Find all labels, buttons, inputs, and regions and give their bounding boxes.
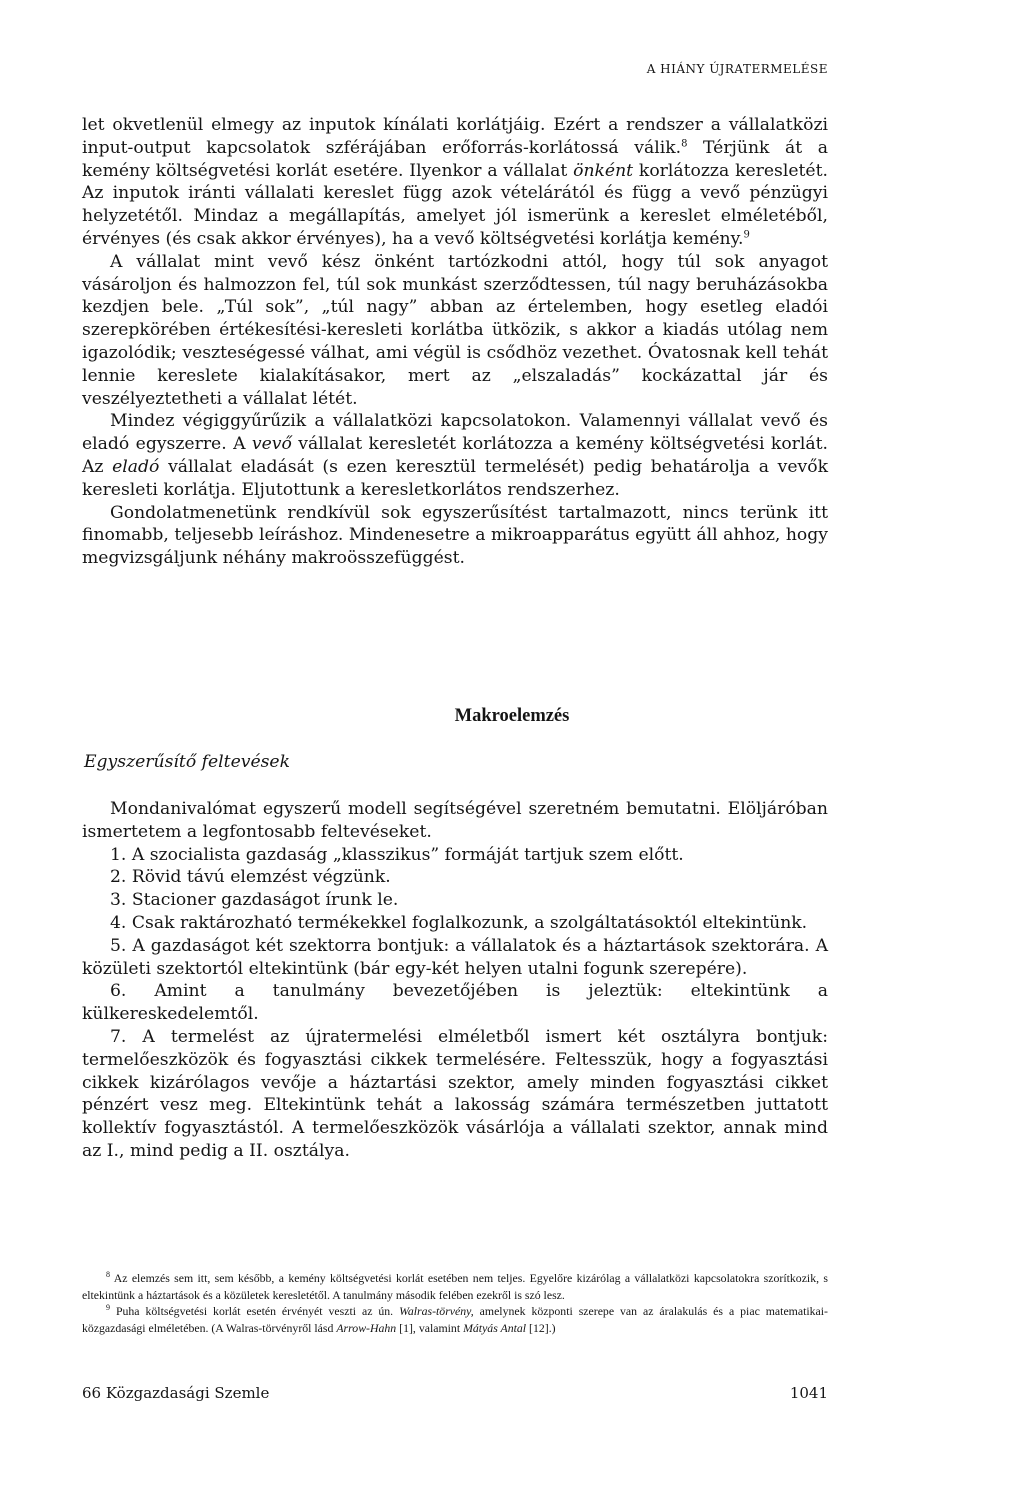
paragraph-1-part-c: korlátozza keresletét. Az inputok iránti vállalati kereslet függ azok vételárától és függ a vevő pénzügyi helyzetétől. Mindaz a megállapítás, amelyet jól ismerünk a kereslet elméletéből, érvényes (és csak akkor érvényes), ha a vevő költségvetési korlátja kemény. <box>82 160 828 249</box>
footnotes <box>82 1270 828 1336</box>
footnote-9-mark: 9 <box>106 1303 110 1313</box>
footnote-9-part-d: [12].) <box>526 1320 556 1335</box>
paragraph-1-part-b: Térjünk át a kemény költségvetési korlát esetére. Ilyenkor a vállalat <box>82 137 828 181</box>
paragraph-3 <box>82 410 828 501</box>
assumption-item: 2. Rövid távú elemzést végzünk. <box>110 867 391 888</box>
footnote-ref-9: 9 <box>743 229 750 241</box>
assumption-item: 4. Csak raktározható termékekkel foglalkozunk, a szolgáltatásoktól eltekintünk. <box>110 912 808 933</box>
footnote-8-mark: 8 <box>106 1270 110 1280</box>
footer-page-number: 1041 <box>789 1384 828 1402</box>
footnote-8 <box>82 1270 828 1303</box>
paragraph-3-emphasis-vevo: vevő <box>251 434 292 455</box>
assumption-item: 6. Amint a tanulmány bevezetőjében is jeleztük: eltekintünk a külkereskedelemtől. <box>82 981 828 1025</box>
footnote-9-part-a: Puha költségvetési korlát esetén érvényét veszti az ún. <box>110 1304 400 1318</box>
footnote-9-part-b: amelynek központi szerepe van az áralakulás és a piac matematikai-közgazdasági elméletében. (A Walras-törvényről lásd <box>82 1304 828 1335</box>
assumptions-text <box>82 798 828 1163</box>
footnote-9-emphasis-arrow-hahn: Arrow-Hahn <box>336 1320 397 1335</box>
footnote-9-part-c: [1], valamint <box>396 1320 464 1335</box>
footnote-9 <box>82 1303 828 1336</box>
body-text <box>82 114 828 570</box>
assumption-item: 3. Stacioner gazdaságot írunk le. <box>110 890 399 911</box>
paragraph-3-part-a: Mindez végiggyűrűzik a vállalatközi kapcsolatokon. Valamennyi vállalat vevő és eladó egyszerre. A <box>82 411 828 455</box>
paragraph-3-part-b: vállalat keresletét korlátozza a kemény költségvetési korlát. Az <box>82 434 828 477</box>
paragraph-1 <box>82 114 828 251</box>
footnote-9-emphasis-matyas: Mátyás Antal <box>463 1320 527 1335</box>
paragraph-3-part-c: vállalat eladását (s ezen keresztül termelését) pedig behatárolja a vevők keresleti korlátja. Eljutottunk a keresletkorlátos rendszerhez. <box>82 456 828 500</box>
footer-journal: 66 Közgazdasági Szemle <box>82 1384 270 1402</box>
page-footer <box>82 1384 828 1406</box>
paragraph-1-emphasis: önként <box>573 160 634 181</box>
paragraph-4: Gondolatmenetünk rendkívül sok egyszerűsítést tartalmazott, nincs terünk itt finomabb, teljesebb leíráshoz. Mindenesetre a mikroapparátus együtt áll ahhoz, hogy megvizsgáljunk néhány makroösszefüggést. <box>82 502 828 569</box>
subsection-title: Egyszerűsítő feltevések <box>84 752 291 772</box>
running-head: A HIÁNY ÚJRATERMELÉSE <box>646 62 828 76</box>
paragraph-3-emphasis-elado: eladó <box>112 456 160 477</box>
assumption-item: 7. A termelést az újratermelési elméletből ismert két osztályra bontjuk: termelőeszközök és fogyasztási cikkek termelésére. Feltesszük, hogy a fogyasztási cikkek kizárólagos vevője a háztartási szektor, amely minden fogyasztási cikket pénzért vesz meg. Eltekintünk tehát a lakosság számára természetben juttatott kollektív fogyasztástól. A termelőeszközök vásárlója a vállalati szektor, annak mind az I., mind pedig a II. osztálya. <box>82 1026 828 1161</box>
intro-paragraph: Mondanivalómat egyszerű modell segítségével szeretném bemutatni. Elöljáróban ismertetem a legfontosabb feltevéseket. <box>82 799 828 842</box>
paragraph-1-part-a: let okvetlenül elmegy az inputok kínálati korlátjáig. Ezért a rendszer a vállalatközi input-output kapcsolatok szférájában erőforrás-korlátossá válik. <box>82 115 828 158</box>
assumption-item: 5. A gazdaságot két szektorra bontjuk: a vállalatok és a háztartások szektorára. A közületi szektortól eltekintünk (bár egy-két helyen utalni fogunk szerepére). <box>82 935 828 979</box>
footnote-9-emphasis-walras: Walras-törvény, <box>399 1304 474 1318</box>
paragraph-2: A vállalat mint vevő kész önként tartózkodni attól, hogy túl sok anyagot vásároljon és halmozzon fel, túl sok munkást szerződtessen, túl nagy beruházásokba kezdjen bele. „Túl sok”, „túl nagy” abban az értelemben, hogy esetleg eladói szerepkörében értékesítési-keresleti korlátba ütközik, s akkor a kiadás utólag nem igazolódik; veszteségessé válhat, ami végül is csődhöz vezethet. Óvatosnak kell tehát lennie kereslete kialakításakor, mert az „elszaladás” kockázattal jár és veszélyeztetheti a vállalat létét. <box>82 251 828 409</box>
section-title: Makroelemzés <box>454 706 570 726</box>
assumption-item: 1. A szocialista gazdaság „klasszikus” formáját tartjuk szem előtt. <box>110 844 684 865</box>
footnote-ref-8: 8 <box>681 138 688 150</box>
footnote-8-text: Az elemzés sem itt, sem később, a kemény költségvetési korlát esetében nem teljes. Egyelőre kizárólag a vállalatközi kapcsolatokra szorítkozik, s eltekintünk a háztartások és a közületek keresletétől. A tanulmány második felében ezekről is szó lesz. <box>82 1271 828 1302</box>
